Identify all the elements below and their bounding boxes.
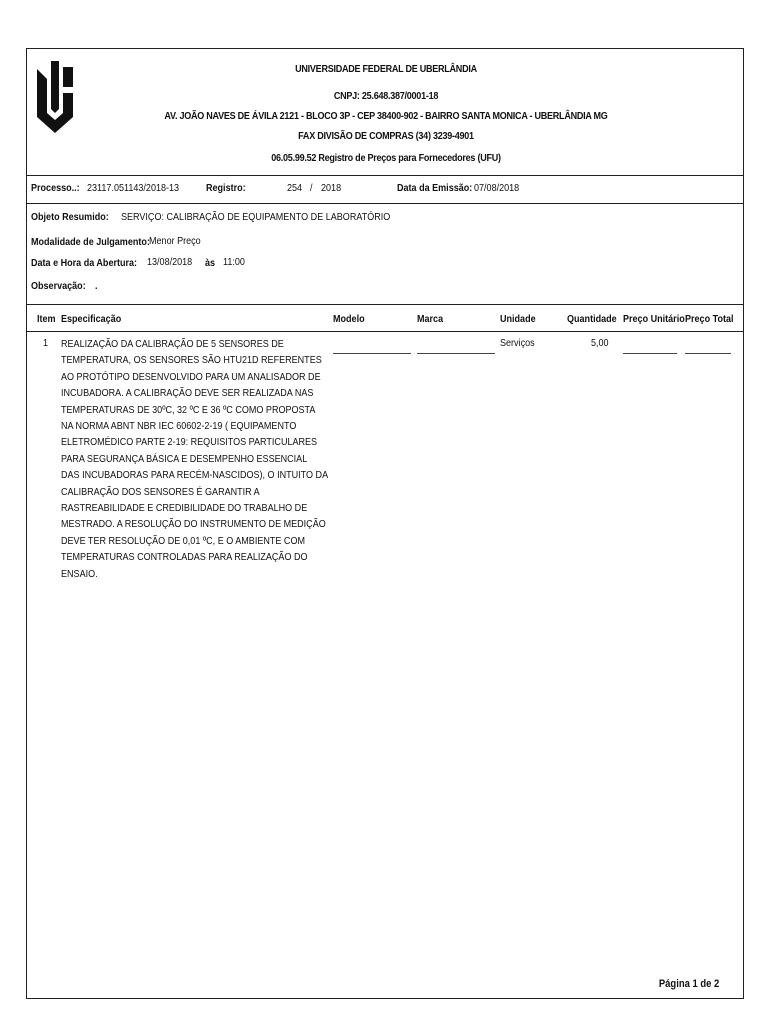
ufu-logo-icon bbox=[33, 57, 77, 135]
row-unidade: Serviços bbox=[500, 337, 535, 349]
preco-unitario-blank bbox=[623, 353, 677, 354]
fax: FAX DIVISÃO DE COMPRAS (34) 3239-4901 bbox=[298, 130, 474, 142]
col-preco-unitario: Preço Unitário bbox=[623, 313, 685, 325]
spec-line: TEMPERATURAS CONTROLADAS PARA REALIZAÇÃO DO bbox=[61, 551, 308, 564]
col-especificacao: Especificação bbox=[61, 313, 122, 325]
registry-title: 06.05.99.52 Registro de Preços para Fornecedores (UFU) bbox=[271, 152, 501, 164]
processo-label: Processo..: bbox=[31, 182, 80, 194]
divider bbox=[27, 203, 743, 204]
row-quantidade: 5,00 bbox=[591, 337, 609, 349]
spec-line: TEMPERATURA, OS SENSORES SÃO HTU21D REFERENTES bbox=[61, 354, 322, 367]
spec-line: RASTREABILIDADE E CREDIBILIDADE DO TRABALHO DE bbox=[61, 502, 308, 515]
objeto-label: Objeto Resumido: bbox=[31, 211, 109, 223]
spec-line: DEVE TER RESOLUÇÃO DE 0,01 ºC, E O AMBIENTE COM bbox=[61, 534, 305, 547]
col-unidade: Unidade bbox=[500, 313, 536, 325]
org-name: UNIVERSIDADE FEDERAL DE UBERLÂNDIA bbox=[295, 63, 477, 75]
spec-line: DAS INCUBADORAS PARA RECÉM-NASCIDOS), O INTUITO DA bbox=[61, 469, 329, 482]
registro-year: 2018 bbox=[321, 182, 342, 194]
divider bbox=[27, 331, 743, 332]
spec-line: TEMPERATURAS DE 30ºC, 32 ºC E 36 ºC COMO PROPOSTA bbox=[61, 403, 316, 416]
processo-value: 23117.051143/2018-13 bbox=[87, 182, 180, 194]
objeto-value: SERVIÇO: CALIBRAÇÃO DE EQUIPAMENTO DE LABORATÓRIO bbox=[121, 211, 391, 223]
marca-blank bbox=[417, 353, 495, 354]
divider bbox=[27, 175, 743, 176]
document-page bbox=[26, 48, 744, 999]
row-specification bbox=[61, 336, 361, 582]
col-quantidade: Quantidade bbox=[567, 313, 617, 325]
col-preco-total: Preço Total bbox=[685, 313, 734, 325]
registro-number: 254 bbox=[287, 182, 303, 194]
cnpj: CNPJ: 25.648.387/0001-18 bbox=[333, 90, 439, 102]
page-indicator: Página 1 de 2 bbox=[658, 978, 719, 990]
spec-line: ELETROMÉDICO PARTE 2-19: REQUISITOS PARTICULARES bbox=[61, 436, 318, 449]
abertura-as: às bbox=[205, 257, 216, 269]
registro-sep: / bbox=[310, 182, 313, 194]
observacao-label: Observação: bbox=[31, 280, 86, 292]
abertura-time: 11:00 bbox=[223, 256, 245, 268]
divider bbox=[27, 304, 743, 305]
observacao-value: . bbox=[95, 280, 98, 292]
registro-label: Registro: bbox=[206, 182, 246, 194]
modalidade-value: Menor Preço bbox=[149, 235, 201, 247]
spec-line: ENSAIO. bbox=[61, 567, 98, 580]
row-item-number: 1 bbox=[43, 337, 49, 349]
abertura-date: 13/08/2018 bbox=[147, 256, 193, 268]
modalidade-label: Modalidade de Julgamento: bbox=[31, 236, 150, 248]
address: AV. JOÃO NAVES DE ÁVILA 2121 - BLOCO 3P - CEP 38400-902 - BAIRRO SANTA MONICA - UBERLÂNDIA MG bbox=[164, 110, 608, 122]
spec-line: MESTRADO. A RESOLUÇÃO DO INSTRUMENTO DE MEDIÇÃO bbox=[61, 518, 326, 531]
spec-line: INCUBADORA. A CALIBRAÇÃO DEVE SER REALIZADA NAS bbox=[61, 387, 314, 400]
col-item: Item bbox=[37, 313, 56, 325]
col-modelo: Modelo bbox=[333, 313, 365, 325]
abertura-label: Data e Hora da Abertura: bbox=[31, 257, 138, 269]
spec-line: NA NORMA ABNT NBR IEC 60602-2-19 ( EQUIPAMENTO bbox=[61, 420, 297, 433]
spec-line: PARA SEGURANÇA BÁSICA E DESEMPENHO ESSENCIAL bbox=[61, 452, 308, 465]
spec-line: CALIBRAÇÃO DOS SENSORES É GARANTIR A bbox=[61, 485, 260, 498]
col-marca: Marca bbox=[417, 313, 444, 325]
emissao-value: 07/08/2018 bbox=[474, 182, 520, 194]
preco-total-blank bbox=[685, 353, 731, 354]
emissao-label: Data da Emissão: bbox=[397, 182, 473, 194]
spec-line: AO PROTÓTIPO DESENVOLVIDO PARA UM ANALISADOR DE bbox=[61, 370, 321, 383]
modelo-blank bbox=[333, 353, 411, 354]
spec-line: REALIZAÇÃO DA CALIBRAÇÃO DE 5 SENSORES DE bbox=[61, 338, 284, 350]
